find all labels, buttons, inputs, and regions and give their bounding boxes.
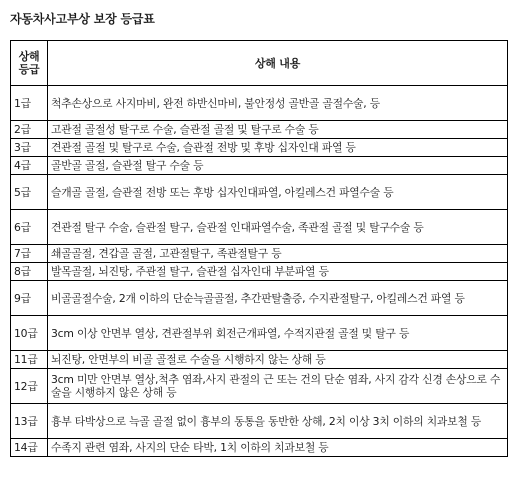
table-row [11, 316, 508, 351]
header-grade [11, 41, 48, 86]
grade-cell: 8급 [11, 263, 48, 281]
grade-cell: 13급 [11, 404, 48, 439]
content-cell: 수족지 관련 염좌, 사지의 단순 타박, 1치 이하의 치과보철 등 [48, 439, 508, 457]
content-cell: 비골골절수술, 2개 이하의 단순늑골골절, 추간판탈출증, 수지관절탈구, 아킬레스건 파열 등 [48, 281, 508, 316]
grade-cell: 4급 [11, 157, 48, 175]
grade-cell: 3급 [11, 139, 48, 157]
table-row [11, 210, 508, 245]
table-row [11, 351, 508, 369]
grade-cell: 11급 [11, 351, 48, 369]
table-row [11, 121, 508, 139]
table-row [11, 157, 508, 175]
header-content: 상해 내용 [48, 41, 508, 86]
content-cell: 골반골 골절, 슬관절 탈구 수술 등 [48, 157, 508, 175]
content-cell: 3cm 이상 안면부 열상, 견관절부위 회전근개파열, 수적지관절 골절 및 탈구 등 [48, 316, 508, 351]
content-cell: 견관절 골절 및 탈구로 수술, 슬관절 전방 및 후방 십자인대 파열 등 [48, 139, 508, 157]
content-cell: 발목골절, 뇌진탕, 주관절 탈구, 슬관절 십자인대 부분파열 등 [48, 263, 508, 281]
header-grade-line1: 상해 [18, 50, 40, 63]
grade-cell: 2급 [11, 121, 48, 139]
content-cell: 3cm 미만 안면부 열상,척추 염좌,사지 관절의 근 또는 건의 단순 염좌, 사지 감각 신경 손상으로 수술을 시행하지 않은 상해 등 [48, 369, 508, 404]
table-row [11, 404, 508, 439]
table-row [11, 439, 508, 457]
table-row [11, 86, 508, 121]
table-row [11, 369, 508, 404]
content-cell: 척추손상으로 사지마비, 완전 하반신마비, 불안정성 골반골 골절수술, 등 [48, 86, 508, 121]
grade-cell: 7급 [11, 245, 48, 263]
content-cell: 견관절 탈구 수술, 슬관절 탈구, 슬관절 인대파열수술, 족관절 골절 및 탈구수술 등 [48, 210, 508, 245]
table-row [11, 281, 508, 316]
grade-cell: 12급 [11, 369, 48, 404]
grade-cell: 14급 [11, 439, 48, 457]
grade-cell: 9급 [11, 281, 48, 316]
page-title: 자동차사고부상 보장 등급표 [10, 12, 155, 26]
table-row [11, 245, 508, 263]
grade-cell: 1급 [11, 86, 48, 121]
grade-cell: 5급 [11, 175, 48, 210]
header-grade-line2: 등급 [18, 63, 40, 76]
content-cell: 고관절 골절성 탈구로 수술, 슬관절 골절 및 탈구로 수술 등 [48, 121, 508, 139]
content-cell: 뇌진탕, 안면부의 비골 골절로 수술을 시행하지 않는 상해 등 [48, 351, 508, 369]
content-cell: 쇄골골절, 견갑골 골절, 고관절탈구, 족관절탈구 등 [48, 245, 508, 263]
grade-cell: 6급 [11, 210, 48, 245]
content-cell: 흉부 타박상으로 늑골 골절 없이 흉부의 동통을 동반한 상해, 2치 이상 3치 이하의 치과보철 등 [48, 404, 508, 439]
grade-cell: 10급 [11, 316, 48, 351]
table-row [11, 139, 508, 157]
table-header-row [11, 41, 508, 86]
table-row [11, 263, 508, 281]
content-cell: 슬개골 골절, 슬관절 전방 또는 후방 십자인대파열, 아킬레스건 파열수술 등 [48, 175, 508, 210]
grade-table [10, 40, 508, 457]
table-row [11, 175, 508, 210]
